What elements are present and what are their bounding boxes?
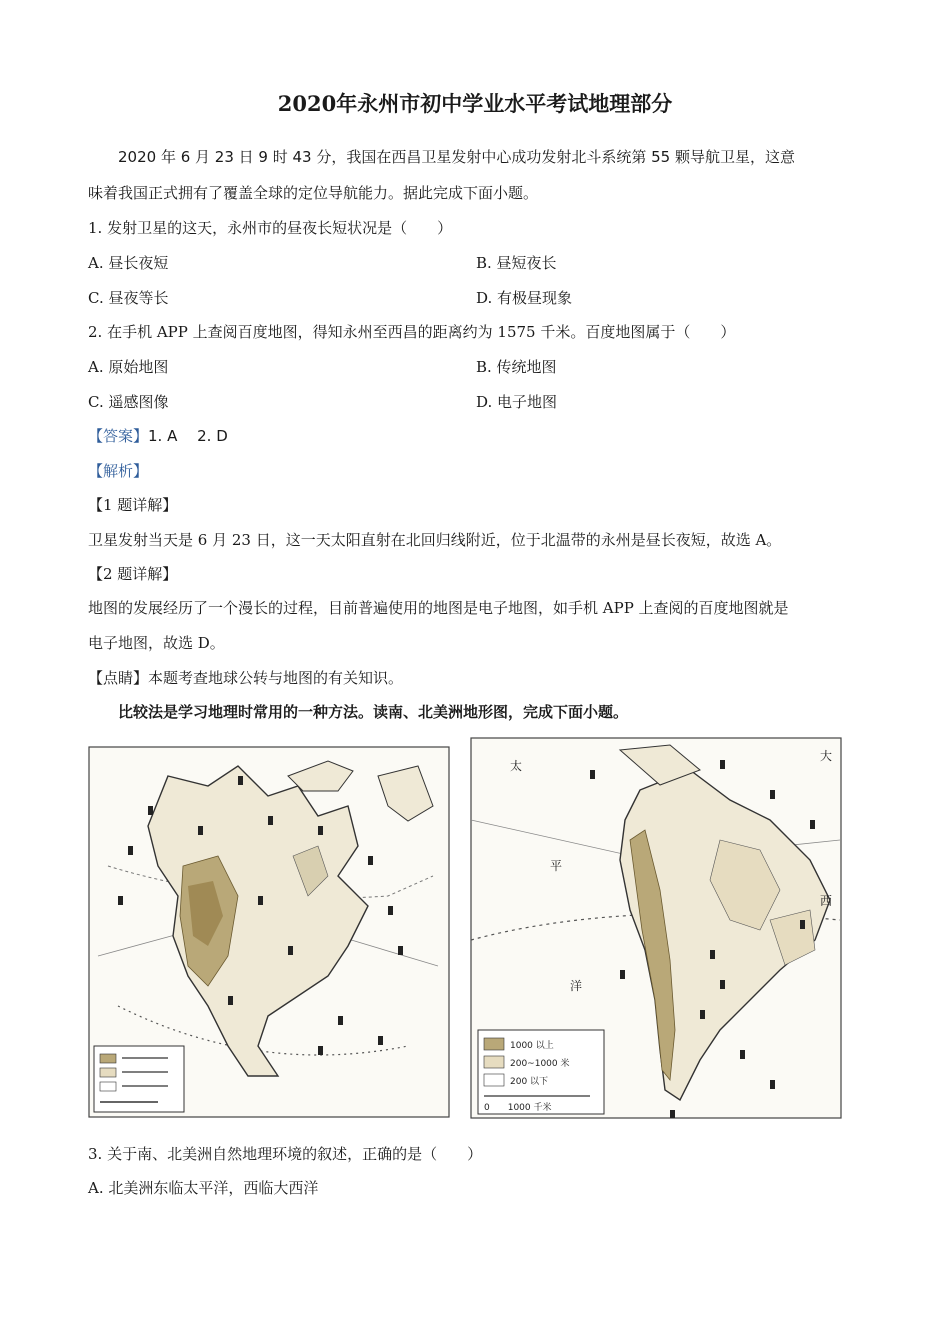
south-america-map xyxy=(470,730,864,1122)
answer-text: 1. A 2. D xyxy=(148,427,228,445)
intro-2: 比较法是学习地理时常用的一种方法。读南、北美洲地形图，完成下面小题。 xyxy=(118,703,629,721)
scale-bar-label: 0 1000 千米 xyxy=(484,1103,552,1113)
legend-high: 1000 以上 xyxy=(510,1041,554,1051)
map-label-tai: 太 xyxy=(510,759,523,773)
detail-1-heading: 【1 题详解】 xyxy=(88,496,178,514)
q3-option-a: A. 北美洲东临太平洋，西临大西洋 xyxy=(88,1179,319,1197)
map-label-da: 大 xyxy=(820,749,833,763)
q2-stem: 2. 在手机 APP 上查阅百度地图，得知永州至西昌的距离约为 1575 千米。百度地图属于（ ） xyxy=(88,323,736,341)
q2-option-d: D. 电子地图 xyxy=(476,393,558,411)
legend-mid: 200~1000 米 xyxy=(510,1059,570,1069)
detail-2-heading: 【2 题详解】 xyxy=(88,565,178,583)
intro-line-1: 2020 年 6 月 23 日 9 时 43 分，我国在西昌卫星发射中心成功发射北斗系统第 55 颗导航卫星，这意 xyxy=(118,148,795,166)
q2-option-c: C. 遥感图像 xyxy=(88,393,169,411)
detail-2-text-2: 电子地图，故选 D。 xyxy=(88,634,225,652)
maps-figure xyxy=(84,730,864,1122)
q1-option-c: C. 昼夜等长 xyxy=(88,289,169,307)
q2-option-a: A. 原始地图 xyxy=(88,358,169,376)
q2-option-b: B. 传统地图 xyxy=(476,358,557,376)
q1-option-b: B. 昼短夜长 xyxy=(476,254,557,272)
comment-line xyxy=(88,667,403,688)
comment-text: 本题考查地球公转与地图的有关知识。 xyxy=(148,669,404,687)
answer-line xyxy=(88,425,228,446)
map-label-yang: 洋 xyxy=(570,979,583,993)
map-label-ping: 平 xyxy=(550,859,563,873)
comment-tag: 【点睛】 xyxy=(88,669,149,687)
detail-1-text: 卫星发射当天是 6 月 23 日，这一天太阳直射在北回归线附近，位于北温带的永州是昼长夜短，故选 A。 xyxy=(88,531,782,549)
q3-stem: 3. 关于南、北美洲自然地理环境的叙述，正确的是（ ） xyxy=(88,1145,483,1163)
page-title: 2020年永州市初中学业水平考试地理部分 xyxy=(277,91,673,116)
q1-option-a: A. 昼长夜短 xyxy=(88,254,169,272)
analysis-tag: 【解析】 xyxy=(88,462,149,480)
north-america-map xyxy=(88,746,450,1118)
answer-tag: 【答案】 xyxy=(88,427,149,445)
q1-option-d: D. 有极昼现象 xyxy=(476,289,573,307)
detail-2-text-1: 地图的发展经历了一个漫长的过程，目前普遍使用的地图是电子地图，如手机 APP 上查阅的百度地图就是 xyxy=(88,599,789,617)
intro-line-2: 味着我国正式拥有了覆盖全球的定位导航能力。据此完成下面小题。 xyxy=(88,184,539,202)
q1-stem: 1. 发射卫星的这天，永州市的昼夜长短状况是（ ） xyxy=(88,219,453,237)
map-label-xi: 西 xyxy=(820,894,833,908)
legend-low: 200 以下 xyxy=(510,1077,549,1087)
